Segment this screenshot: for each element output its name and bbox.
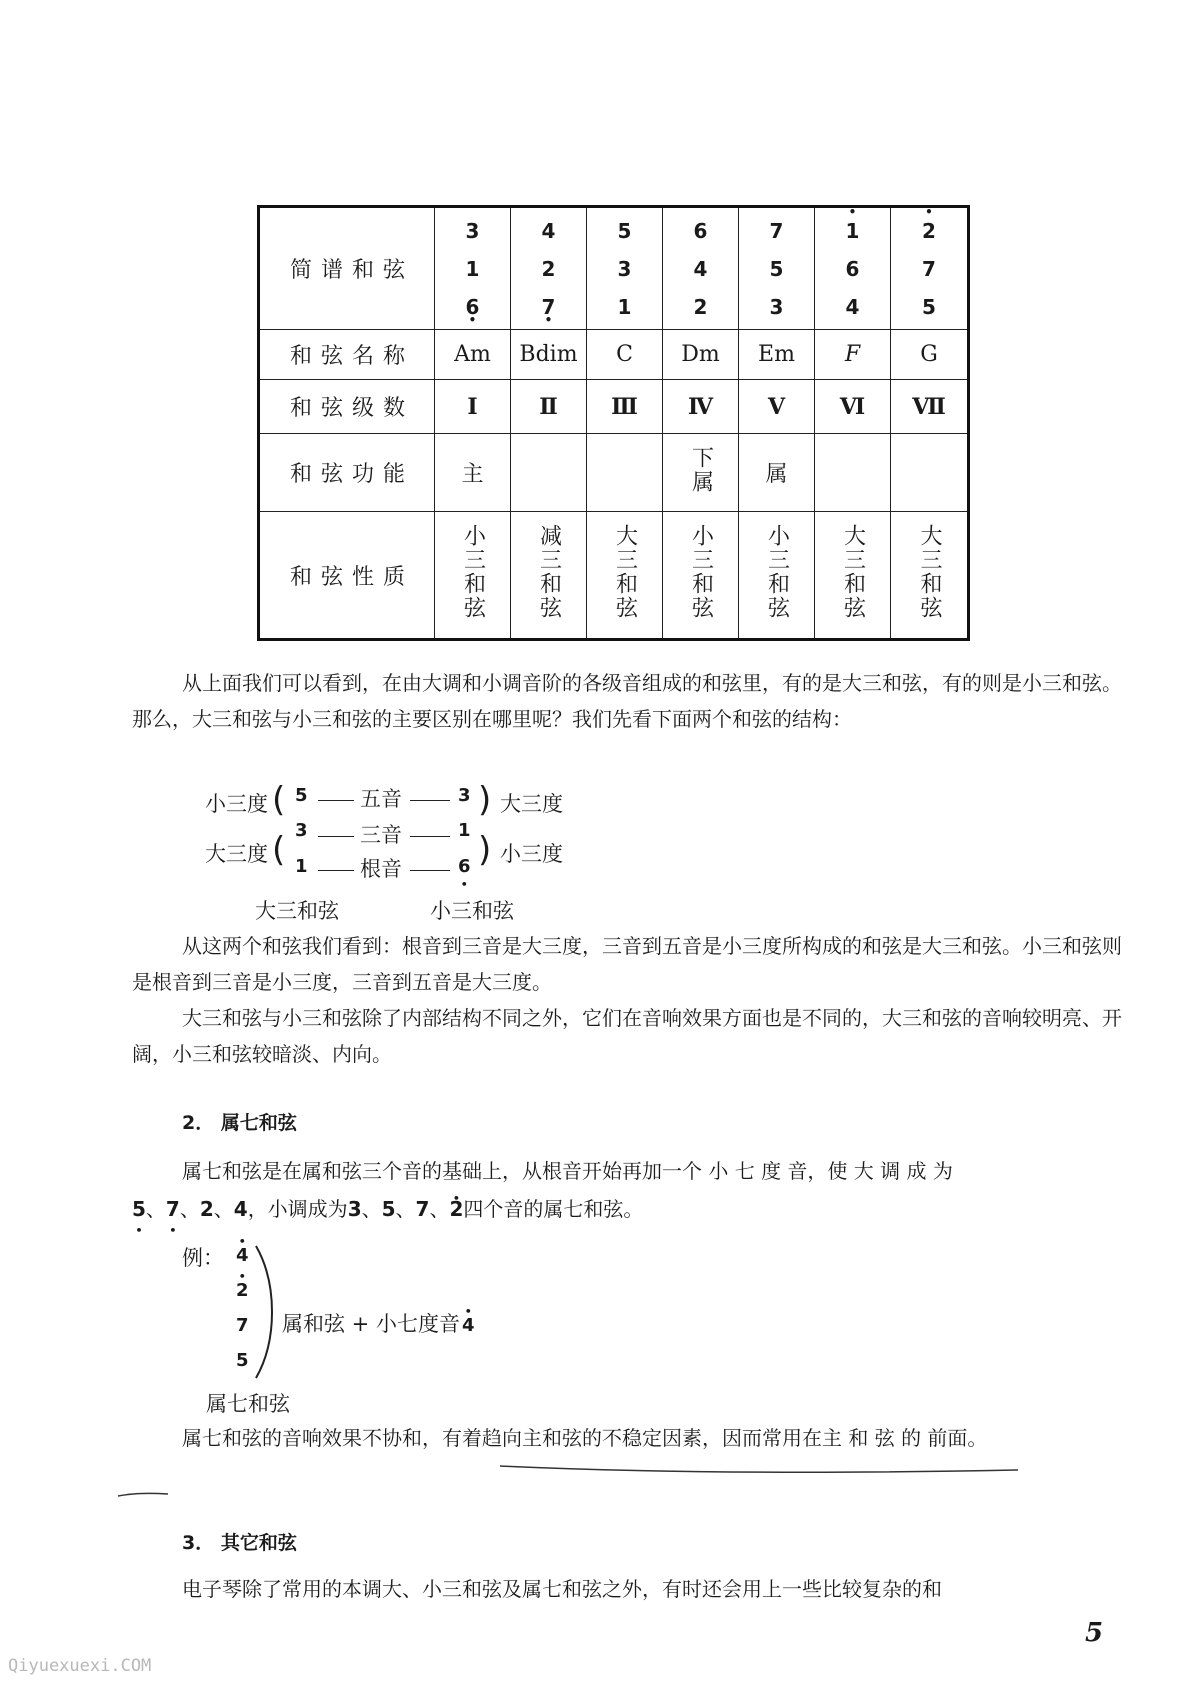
handwritten-underline — [118, 1440, 1128, 1500]
paragraph-2: 从这两个和弦我们看到：根音到三音是大三度，三音到五音是小三度所构成的和弦是大三和弦。小三和弦则是根音到三音是小三度，三音到五音是大三度。 — [132, 934, 1122, 994]
dash — [410, 800, 450, 801]
right-paren-top: ) — [478, 780, 492, 820]
chord-quality: 大三和弦 — [587, 512, 663, 640]
chord-quality: 大三和弦 — [891, 512, 969, 640]
paragraph-4: 属七和弦是在属和弦三个音的基础上，从根音开始再加一个 小 七 度 音，使 大 调 成 为 — [182, 1159, 953, 1183]
chord-function — [511, 434, 587, 512]
chord-name: G — [891, 330, 969, 380]
chord-notation-cell: 4 2 7 • — [511, 207, 587, 330]
chord-degree: Ⅱ — [511, 380, 587, 434]
dash — [410, 836, 450, 837]
section-heading-dominant-seventh: 2． 属七和弦 — [182, 1112, 297, 1134]
label-minor-third-left: 小三度 — [205, 792, 268, 816]
paragraph-1: 从上面我们可以看到，在由大调和小调音阶的各级音组成的和弦里，有的是大三和弦，有的则是小三和弦。那么，大三和弦与小三和弦的主要区别在哪里呢？我们先看下面两个和弦的结构： — [132, 671, 1122, 731]
chord-function: 属 — [739, 434, 815, 512]
row-quality — [259, 512, 969, 640]
row-label: 和弦性质 — [259, 512, 435, 640]
note-3: 3 — [295, 820, 308, 841]
note-7: 7 — [236, 1315, 249, 1336]
label-third: 三音 — [360, 823, 402, 847]
example-label: 例： — [182, 1246, 224, 1270]
chord-degree: Ⅶ — [891, 380, 969, 434]
section-heading-other-chords: 3． 其它和弦 — [182, 1532, 297, 1554]
label-fifth: 五音 — [360, 787, 402, 811]
row-names — [259, 330, 969, 380]
row-degrees — [259, 380, 969, 434]
label-minor-third-right: 小三度 — [500, 842, 563, 866]
dash — [410, 870, 450, 871]
dash — [318, 836, 354, 837]
row-label: 简谱和弦 — [259, 207, 435, 330]
note-2: • 2 — [236, 1280, 249, 1301]
chord-table — [257, 205, 970, 641]
paragraph-5: 属七和弦的音响效果不协和，有着趋向主和弦的不稳定因素，因而常用在主 和 弦 的 前面。 — [182, 1426, 988, 1450]
chord-function — [815, 434, 891, 512]
example-description: 属和弦 + 小七度音• 4 — [282, 1308, 474, 1338]
row-label: 和弦功能 — [259, 434, 435, 512]
label-major-third-left: 大三度 — [205, 842, 268, 866]
note-6: 6 • — [458, 856, 471, 877]
row-notation — [259, 207, 969, 330]
chord-quality: 小三和弦 — [739, 512, 815, 640]
label-root: 根音 — [360, 857, 402, 881]
chord-degree: Ⅴ — [739, 380, 815, 434]
chord-notation-cell: • 2 7 5 — [891, 207, 969, 330]
caption-major-triad: 大三和弦 — [255, 899, 339, 923]
dash — [318, 870, 354, 871]
note-3: 3 — [458, 785, 471, 806]
paragraph-4-notes: 5 •、7 •、2、4，小调成为3、5、7、• 2四个音的属七和弦。 — [132, 1191, 1122, 1227]
chord-quality: 小三和弦 — [435, 512, 511, 640]
chord-degree: I — [435, 380, 511, 434]
chord-notation-cell: 5 3 1 — [587, 207, 663, 330]
chord-function — [587, 434, 663, 512]
brace — [252, 1244, 276, 1380]
chord-name: C — [587, 330, 663, 380]
paragraph-6: 电子琴除了常用的本调大、小三和弦及属七和弦之外，有时还会用上一些比较复杂的和 — [182, 1577, 942, 1601]
right-paren-bottom: ) — [478, 830, 492, 870]
row-label: 和弦级数 — [259, 380, 435, 434]
chord-notation-cell: 7 5 3 — [739, 207, 815, 330]
chord-function: 下属 — [663, 434, 739, 512]
left-paren-bottom: ( — [272, 830, 286, 870]
left-paren-top: ( — [272, 780, 286, 820]
chord-name: Am — [435, 330, 511, 380]
chord-quality: 小三和弦 — [663, 512, 739, 640]
chord-degree: Ⅳ — [663, 380, 739, 434]
chord-function — [891, 434, 969, 512]
chord-name: Em — [739, 330, 815, 380]
chord-function: 主 — [435, 434, 511, 512]
chord-notation-cell: 3 1 6 • — [435, 207, 511, 330]
chord-quality: 减三和弦 — [511, 512, 587, 640]
note-5: 5 — [295, 785, 308, 806]
row-function — [259, 434, 969, 512]
caption-minor-triad: 小三和弦 — [430, 899, 514, 923]
example-caption: 属七和弦 — [206, 1392, 290, 1416]
paragraph-3: 大三和弦与小三和弦除了内部结构不同之外，它们在音响效果方面也是不同的，大三和弦的音响较明亮、开阔，小三和弦较暗淡、内向。 — [132, 1006, 1122, 1066]
note-5: 5 — [236, 1350, 249, 1371]
chord-name: Bdim — [511, 330, 587, 380]
page-number: 5 — [1085, 1618, 1104, 1648]
chord-degree: Ⅲ — [587, 380, 663, 434]
chord-quality: 大三和弦 — [815, 512, 891, 640]
chord-notation-cell: • 1 6 4 — [815, 207, 891, 330]
chord-name: F — [815, 330, 891, 380]
watermark: Qiyuexuexi.COM — [8, 1656, 152, 1676]
chord-notation-cell: 6 4 2 — [663, 207, 739, 330]
dash — [318, 800, 354, 801]
chord-name: Dm — [663, 330, 739, 380]
note-1: 1 — [458, 820, 471, 841]
note-1: 1 — [295, 856, 308, 877]
row-label: 和弦名称 — [259, 330, 435, 380]
chord-degree: Ⅵ — [815, 380, 891, 434]
label-major-third-right: 大三度 — [500, 792, 563, 816]
note-4: • 4 — [236, 1245, 249, 1266]
